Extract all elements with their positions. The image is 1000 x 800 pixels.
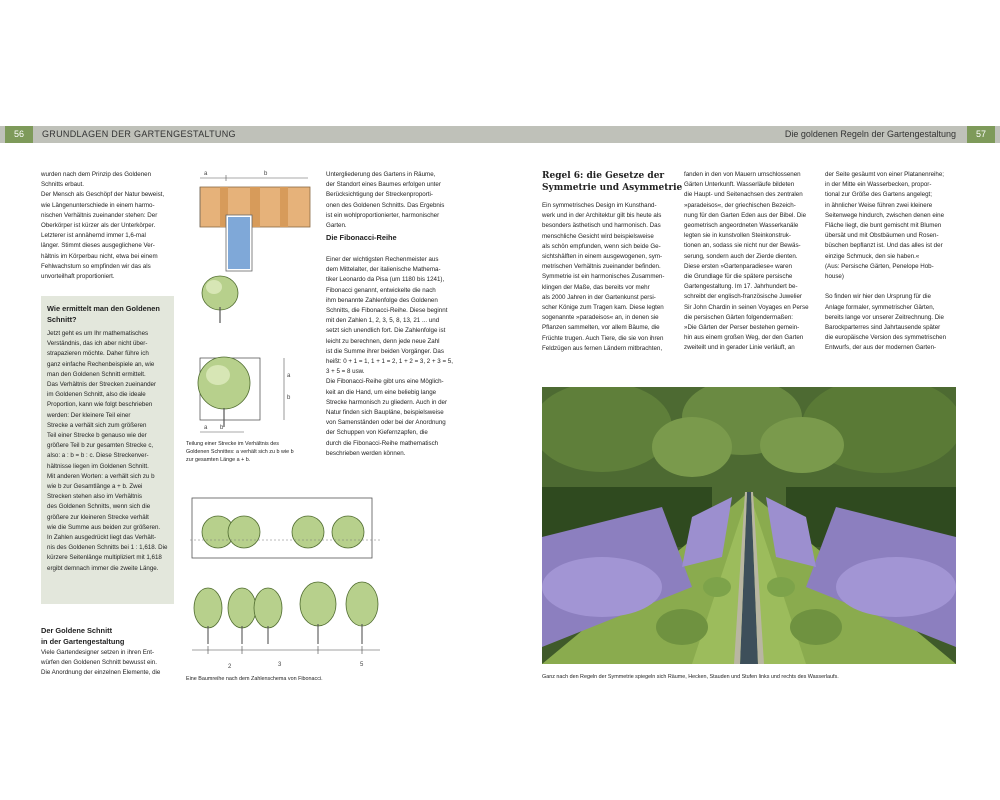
section-text-golden-garden: Viele Gartendesigner setzen in ihren Ent- würfen den Goldenen Schnitt bewusst ein. Die Anordnung der einzelnen Elemente, die xyxy=(41,649,161,677)
svg-text:b: b xyxy=(220,425,224,431)
symmetric-garden-photo xyxy=(542,387,956,664)
golden-ratio-figure xyxy=(180,165,320,465)
left-intro-text: wurden nach dem Prinzip des Goldenen Schnitts erbaut. Der Mensch als Geschöpf der Natur beweist, wie Längenunterschiede in einem harmo- nischen Verhältnis zueinander stehen: Der Oberkörper ist kürzer als der Unterkörper. Letzterer ist annähernd immer 1,6-mal länger. Stimmt dieses ausgeglichene Ver- hältnis im Körperbau nicht, etwa bei einem Fehlwachstum so empfinden wir das als unvorteilhaft proportioniert. xyxy=(41,171,165,281)
svg-text:a: a xyxy=(204,425,208,431)
fibonacci-trees-figure xyxy=(190,492,390,672)
rule6-text: Ein symmetrisches Design im Kunsthand- werk und in der Architektur gilt bis heute als besonders ästhetisch und harmonisch. Das menschliche Gesicht wird beispielsweise als schön empfunden, wenn sich beide Ge- sichtshälften in einem ausgewogenen, sym- metrischen Verhältnis zueinander befinden. Symmetrie ist ein harmonisches Zusammen- klingen der Maße, das bereits vor mehr als 2000 Jahren in der Gartenkunst persi- scher Könige zum Tragen kam. Diese legten sogenannte »paradeisos« an, in denen sie Pflanzen sammelten, vor allem Bäume, die Früchte trugen. Auch Tiere, die sie von ihren Feldzügen aus fernen Ländern mitbrachten, xyxy=(542,202,665,352)
fib-label-3: 3 xyxy=(278,662,282,668)
svg-text:b: b xyxy=(287,395,291,401)
left-col3-para1: Untergliederung des Gartens in Räume, der Standort eines Baumes erfolgen unter Berücksichtigung der Streckenproporti- onen des Goldenen Schnitts. Das Ergebnis ist ein wohlproportionierter, harmonischer Garten. xyxy=(326,171,445,230)
fib-label-5: 5 xyxy=(360,662,364,668)
left-running-title: GRUNDLAGEN DER GARTENGESTALTUNG xyxy=(42,129,236,139)
right-page-number: 57 xyxy=(967,126,995,143)
garden-photo xyxy=(542,387,956,664)
fibonacci-heading: Die Fibonacci-Reihe xyxy=(326,233,397,242)
golden-ratio-info-box xyxy=(41,296,174,604)
caption-fibonacci: Eine Baumreihe nach dem Zahlenschema von Fibonacci. xyxy=(186,676,323,682)
golden-label-b: b xyxy=(264,171,268,177)
right-running-title: Die goldenen Regeln der Gartengestaltung xyxy=(784,129,956,139)
golden-label-a: a xyxy=(204,171,208,177)
right-col2-text: fanden in den von Mauern umschlossenen Gärten Unterkunft. Wasserläufe bildeten die Haupt- und Seitenachsen des zentralen »paradeisos«, der griechischen Bezeich- nung für den Garten Eden aus der Bibel. Die geometrisch angeordneten Wasserkanäle legten sie in kunstvollen Steinkonstruk- tionen an, sodass sie nicht nur der Bewäs- serung, sondern auch der Zierde dienten. Diese ersten »Gartenparadiese« waren die Grundlage für die spätere persische Gartengestaltung. Im 17. Jahrhundert be- schreibt der englisch-französische Juwelier Sir John Chardin in seinen Voyages en Perse die persischen Gärten folgendermaßen: »Die Gärten der Perser bestehen gemein- hin aus einem großen Weg, der den Garten zweiteilt und in gerader Linie verläuft, an xyxy=(684,171,809,352)
photo-caption: Ganz nach den Regeln der Symmetrie spiegeln sich Räume, Hecken, Stauden und Stufen links und rechts des Wasserlaufs. xyxy=(542,674,839,680)
rule6-heading: Regel 6: die Gesetze der Symmetrie und Asymmetrie xyxy=(542,171,683,193)
info-box-text: Jetzt geht es um Ihr mathematisches Verständnis, das ich aber nicht über- strapazieren möchte. Daher führe ich ganz einfache Rechenbeispiele an, wie man den Goldenen Schnitt ermittelt. Das Verhältnis der Strecken zueinander im Goldenen Schnitt, also die ideale Proportion, kann wie folgt beschrieben werden: Der kleinere Teil einer Strecke a verhält sich zum größeren Teil einer Strecke b genauso wie der größere Teil b zur gesamten Strecke c, also: a : b = b : c. Diese Streckenver- hältnisse liegen im Goldenen Schnitt. Mit anderen Worten: a verhält sich zu b wie b zur Gesamtlänge a + b. Zwei Strecken stehen also im Verhältnis des Goldenen Schnitts, wenn sich die größere zur kleineren Strecke verhält wie die Summe aus beiden zur größeren. In Zahlen ausgedrückt liegt das Verhält- nis des Goldenen Schnitts bei 1 : 1,618. Die kürzere Seitenlänge multipliziert mit 1,618 ergibt demnach immer die zweite Länge. xyxy=(47,330,168,572)
section-heading-golden-garden: Der Goldene Schnitt in der Gartengestaltung xyxy=(41,626,125,646)
fibonacci-text: Einer der wichtigsten Rechenmeister aus dem Mittelalter, der italienische Mathema- tiker Leonardo da Pisa (um 1180 bis 1241), Fibonacci genannt, entwickelte die nach ihm benannte Zahlenfolge des Goldenen Schnitts, die Fibonacci-Reihe. Diese beginnt mit den Zahlen 1, 2, 3, 5, 8, 13, 21 ... und setzt sich unendlich fort. Die Zahlenfolge ist leicht zu berechnen, denn jede neue Zahl ist die Summe ihrer beiden Vorgänger. Das heißt: 0 + 1 = 1, 1 + 1 = 2, 1 + 2 = 3, 2 + 3 = 5, 3 + 5 = 8 usw. Die Fibonacci-Reihe gibt uns eine Möglich- keit an die Hand, um eine beliebig lange Strecke harmonisch zu gliedern. Auch in der Natur finden sich Baupläne, beispielsweise von Samenständen oder bei der Anordnung der Schuppen von Kiefernzapfen, die durch die Fibonacci-Reihe mathematisch beschrieben werden können. xyxy=(326,256,453,457)
right-col3-text: der Seite gesäumt von einer Platanenreihe; in der Mitte ein Wasserbecken, propor- tional zur Größe des Gartens angelegt; in ähnlicher Weise führen zwei kleinere Seitenwege hindurch, zwischen denen eine Fläche liegt, die bunt gemischt mit Blumen übersät und mit Obstbäumen und Rosen- büschen bepflanzt ist. Und das alles ist der einzige Schmuck, den sie haben.« (Aus: Persische Gärten, Penelope Hob- house) So finden wir hier den Ursprung für die Anlage formaler, symmetrischer Gärten, bereits lange vor unserer Zeitrechnung. Die Barockparterres sind Jahrtausende später die europäische Version des symmetrischen Entwurfs, der aus der modernen Garten- xyxy=(825,171,947,352)
fib-label-2: 2 xyxy=(228,664,232,670)
caption-golden-ratio: Teilung einer Strecke im Verhältnis des Goldenen Schnittes: a verhält sich zu b wie b zur gesamten Länge a + b. xyxy=(186,441,294,463)
info-box-heading: Wie ermittelt man den Goldenen Schnitt? xyxy=(47,304,160,324)
svg-text:a: a xyxy=(287,373,291,379)
left-page-number: 56 xyxy=(5,126,33,143)
